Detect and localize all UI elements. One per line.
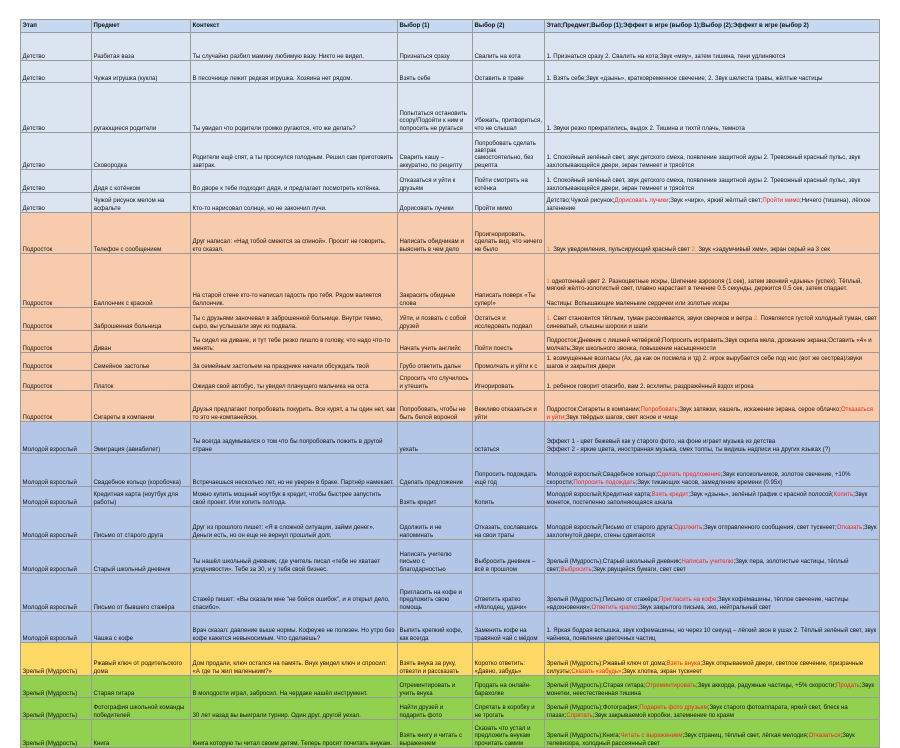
- context-cell[interactable]: Во дворе к тебе подходит дядя, и предлагает посмотреть котёнка.: [191, 170, 398, 193]
- effect-text: 1. Взять себе;Звук «дзынь», кратковременное свечение; 2. Звук шелеста травы, жёлтые частицы: [546, 74, 823, 82]
- context-cell[interactable]: 30 лет назад вы выиграли турнир. Один друг, другой уехал.: [191, 698, 398, 720]
- effect-text: ;Звук захлопнутой двери, стены сдвигаются: [546, 524, 877, 539]
- stage-cell[interactable]: Детство: [21, 170, 92, 193]
- choice-1-cell[interactable]: Закрасить обидные слова: [398, 254, 473, 308]
- choice-1-cell[interactable]: Признаться сразу: [398, 33, 473, 61]
- item-cell[interactable]: Старая гитара: [92, 676, 191, 698]
- effect-highlight-text: Сделать предложение: [657, 471, 721, 479]
- effect-highlight-text: Попросить подождать: [573, 478, 636, 486]
- effect-highlight-text: 2.: [753, 315, 759, 323]
- choice-1-cell[interactable]: Пригласить на кофе и предложить свою помощь: [398, 574, 473, 612]
- stage-cell[interactable]: Детство: [21, 133, 92, 170]
- effect-cell[interactable]: [545, 371, 880, 391]
- context-cell[interactable]: Дом продали, ключ остался на память. Внук увидел ключ и спросил: «А где ты жил маленьким?»: [191, 643, 398, 676]
- effect-text: ;Звук затяжки, кашель, искажение экрана, серое облачко;: [677, 406, 841, 414]
- header-context-cell[interactable]: Контекст: [191, 20, 398, 33]
- item-cell[interactable]: Книга: [92, 720, 191, 748]
- choice-1-cell[interactable]: Отреминтировать и учить внука: [398, 676, 473, 698]
- effect-text: ;Звук старого фотоаппарата, яркий свет, блеск на глазах;: [546, 704, 848, 719]
- effect-text: 1. Звуки резко прекратились, выдох 2. Тишина и тихтй плачь, темнота: [546, 124, 745, 132]
- effect-cell[interactable]: [545, 331, 880, 353]
- effect-text: ;Звук открываемой двери, светлое свечение, призрачные силуэты;: [546, 660, 864, 675]
- context-cell[interactable]: В молодости играл, забросил. На чердаке нашёл инструмент.: [191, 676, 398, 698]
- stage-cell[interactable]: Детство: [21, 83, 92, 133]
- stage-cell[interactable]: Зрелый (Мудрость): [21, 698, 92, 720]
- effect-text: Зрелый (Мудрость);Книга;: [546, 732, 621, 740]
- effect-text: ;Ничего (тишина), лёгкое затенение: [546, 197, 871, 212]
- effect-cell[interactable]: [545, 61, 880, 83]
- effect-text: Подросток;Дневник с лишней четвёркой;Попросить исправить;Звук скрипа мела, дрожание экрана;Оставить «4» и молчать;Звук школьного звонка, повышение насыщенности: [546, 337, 872, 352]
- choice-1-cell[interactable]: Взять внука за руку, отвезти и рассказать: [398, 643, 473, 676]
- table-row: [21, 331, 880, 353]
- effect-text: ;Звук «чирк», яркий жёлтый свет;: [668, 197, 763, 205]
- choice-1-cell[interactable]: Одолжить и не напоминать: [398, 507, 473, 540]
- choice-2-cell[interactable]: Написать поверх «Ты супер!»: [473, 254, 545, 308]
- effect-highlight-text: Копить: [833, 491, 854, 499]
- effect-text: Подросток;Сигареты в компании;: [546, 406, 641, 414]
- table-row: [21, 676, 880, 698]
- stage-cell[interactable]: Зрелый (Мудрость): [21, 676, 92, 698]
- effect-text: ;Звук твёрдых шагов, свет ясное и чище: [564, 413, 678, 421]
- context-cell[interactable]: Ты увидел что родители громко ругаются, что же делать?: [191, 83, 398, 133]
- effect-text: ;Звук аккорда, радужные частицы, +5% скорости;: [696, 682, 837, 690]
- choice-2-cell[interactable]: Отказать, сославшись на свои траты: [473, 507, 545, 540]
- stage-cell[interactable]: Зрелый (Мудрость): [21, 720, 92, 748]
- effect-cell[interactable]: [545, 391, 880, 422]
- stage-cell[interactable]: Подросток: [21, 371, 92, 391]
- effect-text: ;Звук тикающих часов, замедление времени (0.95x): [635, 478, 783, 486]
- effect-cell[interactable]: [545, 540, 880, 574]
- table-row: [21, 33, 880, 61]
- effect-highlight-text: Взять кредит: [651, 491, 689, 499]
- choice-2-cell[interactable]: Попробовать сделать завтрак самостоятельно, без рецепта: [473, 133, 545, 170]
- effect-highlight-text: Взять внука: [666, 660, 701, 668]
- header-row: [21, 20, 880, 33]
- stage-cell[interactable]: Детство: [21, 61, 92, 83]
- effect-text: Зрелый (Мудрость);Письмо от стажёра;: [546, 596, 659, 604]
- effect-highlight-text: Сказать «забудь»: [571, 667, 622, 675]
- choice-1-cell[interactable]: Написать обидчикам и выяснить в чем дело: [398, 213, 473, 254]
- context-cell[interactable]: Ты случайно разбил мамину любимую вазу. Никто не видел.: [191, 33, 398, 61]
- table-row: [21, 391, 880, 422]
- effect-cell[interactable]: [545, 193, 880, 213]
- choice-1-cell[interactable]: Написать учителю письмо с благодарностью: [398, 540, 473, 574]
- item-cell[interactable]: Платок: [92, 371, 191, 391]
- table-row: [21, 487, 880, 507]
- choice-1-cell[interactable]: Попытаться остановить ссору/Подойти к ним и попросить не ругаться: [398, 83, 473, 133]
- context-cell[interactable]: Можно купить мощный ноутбук в кредит, чтобы быстрее запустить свой проект. Или копить полгода.: [191, 487, 398, 507]
- stage-cell[interactable]: Молодой взрослый: [21, 540, 92, 574]
- effect-text: Детство;Чужой рисунок;: [546, 197, 615, 205]
- choice-1-cell[interactable]: Сварить кашу – аккуратно, по рецепту: [398, 133, 473, 170]
- effect-highlight-text: Дорисовать лучики: [614, 197, 669, 205]
- stage-cell[interactable]: Подросток: [21, 353, 92, 371]
- context-cell[interactable]: Книга которую ты читал своим детям. Теперь просят почитать внукам.: [191, 720, 398, 748]
- effect-cell[interactable]: [545, 353, 880, 371]
- effect-cell[interactable]: [545, 422, 880, 454]
- effect-text: Эффект 2 - яркие цвета, иностранная музыка, смех толпы, ты видишь надписи на других языках (?): [546, 445, 831, 453]
- effect-highlight-text: 2.: [691, 245, 697, 253]
- table-row: [21, 612, 880, 643]
- effect-highlight-text: Одолжить: [673, 524, 703, 532]
- stage-cell[interactable]: Детство: [21, 193, 92, 213]
- item-cell[interactable]: Сковородка: [92, 133, 191, 170]
- table-row: [21, 254, 880, 308]
- effect-text: Молодой взрослый;Кредитная карта;: [546, 491, 652, 499]
- choice-2-cell[interactable]: Выбросить дневник – всё в прошлом: [473, 540, 545, 574]
- effect-text: Свет становится тёплым, туман рассеивается, звуки сверчков и ветра: [551, 315, 754, 323]
- effect-text: ;Звук монетки, неестественная тишина: [546, 682, 875, 697]
- item-cell[interactable]: Дядя с котёнком: [92, 170, 191, 193]
- effect-text: Молодой взрослый;Письмо от старого друга;: [546, 524, 674, 532]
- effect-highlight-text: Ответить кратко: [591, 603, 638, 611]
- effect-text: 1. Признаться сразу 2. Свалить на кота;Звук «мяу», затем тишина, тени удлиняются: [546, 52, 786, 60]
- context-cell[interactable]: На старой стене кто-то написал гадость про тебя. Рядом валяется баллончик.: [191, 254, 398, 308]
- effect-text: 1. ребенок говорит спасибо, вам 2. всхлипы, раздражённый вздох игрока: [546, 382, 754, 390]
- effect-text: ;Звук кофемашины, тёплое свечение, частицы «вдохновения»;: [546, 596, 849, 611]
- choice-2-cell[interactable]: Пойти смотреть на котёнка: [473, 170, 545, 193]
- choice-2-cell[interactable]: Сказать что устал и предложить внукам прочитать самим: [473, 720, 545, 748]
- effect-cell[interactable]: [545, 83, 880, 133]
- choice-1-cell[interactable]: Взять книгу и читать с выражением: [398, 720, 473, 748]
- item-cell[interactable]: Кредитная карта (ноутбук для работы): [92, 487, 191, 507]
- item-cell[interactable]: Письмо от бывшего стажёра: [92, 574, 191, 612]
- effect-text: ;Звук закрытого письма, экo, нейтральный свет: [637, 603, 772, 611]
- item-cell[interactable]: Заброшенная больница: [92, 308, 191, 331]
- item-cell[interactable]: Старый школьный дневник: [92, 540, 191, 574]
- context-cell[interactable]: За семейным застольем на празднике начали обсуждать твой: [191, 353, 398, 371]
- effect-text: Эффект 1 - цвет бежевый как у старого фото, на фоне играет музыка из детства: [546, 438, 776, 446]
- choice-1-cell[interactable]: Взять себе: [398, 61, 473, 83]
- context-cell[interactable]: Друг из прошлого пишет: «Я в сложной ситуации, займи денег». Деньги есть, но он еще не вернул прошлый долг.: [191, 507, 398, 540]
- table-row: [21, 507, 880, 540]
- effect-text: ;Звук закрываемой коробки, затемнение по краям: [592, 711, 734, 719]
- choice-2-cell[interactable]: Оставить в траве: [473, 61, 545, 83]
- context-cell[interactable]: В песочнице лежит редкая игрушка. Хозяина нет рядом.: [191, 61, 398, 83]
- choice-2-cell[interactable]: Свалить на кота: [473, 33, 545, 61]
- choice-2-cell[interactable]: Вежливо отказаться и уйти: [473, 391, 545, 422]
- table-row: [21, 308, 880, 331]
- item-cell[interactable]: Чашка с кофе: [92, 612, 191, 643]
- effect-text: Молодой взрослый;Свадебное кольцо;: [546, 471, 658, 479]
- choice-1-cell[interactable]: Сделать предложение: [398, 454, 473, 487]
- stage-cell[interactable]: Молодой взрослый: [21, 612, 92, 643]
- effect-highlight-text: Продать: [836, 682, 860, 690]
- choice-1-cell[interactable]: уехать: [398, 422, 473, 454]
- effect-text: 1. Спокойный зелёный свет, звук детского смеха, появление защитной ауры 2. Тревожный красный пульс, звук захлопывающейся двери, экран темнеет и трясётся: [546, 177, 861, 192]
- choice-2-cell[interactable]: Спрятать в коробку и не трогать: [473, 698, 545, 720]
- choice-2-cell[interactable]: Коротко ответить: «Давно, забудь»: [473, 643, 545, 676]
- context-cell[interactable]: Стажёр пишет: «Вы сказали мне "не бойся ошибок", и я открыл дело, спасибо».: [191, 574, 398, 612]
- header-choice-2-cell[interactable]: Выбор (2): [473, 20, 545, 33]
- table-row: [21, 698, 880, 720]
- effect-text: Зрелый (Мудрость);Старый школьный дневник;: [546, 558, 682, 566]
- effect-text: Звук «задумчивый хмм», экран серый на 3 сек: [696, 245, 830, 253]
- item-cell[interactable]: Эмиграция (авиабилет): [92, 422, 191, 454]
- effect-cell[interactable]: [545, 612, 880, 643]
- effect-text: ;Звук хлопка, экран тускнеет: [621, 667, 703, 675]
- context-cell[interactable]: Кто-то нарисовал солнце, но не закончил лучи.: [191, 193, 398, 213]
- context-cell[interactable]: Друзья предлагают попробовать покурить. Все курят, а ты один нет, как то это не-компанейски.: [191, 391, 398, 422]
- stage-cell[interactable]: Подросток: [21, 308, 92, 331]
- effect-cell[interactable]: [545, 574, 880, 612]
- choice-1-cell[interactable]: Найти друзей и подарить фото: [398, 698, 473, 720]
- spreadsheet-body: [21, 20, 880, 748]
- effect-highlight-text: Отказаться: [808, 732, 841, 740]
- effect-cell[interactable]: [545, 643, 880, 676]
- stage-cell[interactable]: Детство: [21, 33, 92, 61]
- item-cell[interactable]: Сигареты в компании: [92, 391, 191, 422]
- choice-2-cell[interactable]: Игнорировать: [473, 371, 545, 391]
- effect-cell[interactable]: [545, 170, 880, 193]
- stage-cell[interactable]: Подросток: [21, 331, 92, 353]
- effect-text: Зрелый (Мудрость);Ржавый ключ от дома;: [546, 660, 667, 668]
- item-cell[interactable]: Ржавый ключ от родительского дома: [92, 643, 191, 676]
- effect-highlight-text: 1.: [546, 245, 552, 253]
- item-cell[interactable]: Фотография школьной команды победителей: [92, 698, 191, 720]
- effect-cell[interactable]: [545, 133, 880, 170]
- effect-text: ;Звук отправленного сообщения, свет тускнеет;: [702, 524, 837, 532]
- stage-cell[interactable]: Подросток: [21, 391, 92, 422]
- stage-cell[interactable]: Молодой взрослый: [21, 507, 92, 540]
- stage-cell[interactable]: Молодой взрослый: [21, 574, 92, 612]
- effect-text: ;Звук монеток, постепенно заполняющаяся шкала: [546, 491, 868, 506]
- effect-text: Звук уведомления, пульсирующий красный свет: [551, 245, 692, 253]
- item-cell[interactable]: Телефон с сообщением: [92, 213, 191, 254]
- effect-cell[interactable]: [545, 254, 880, 308]
- table-row: [21, 213, 880, 254]
- effect-text: ;Звук «дзынь», зелёный график с красной полосой;: [688, 491, 834, 499]
- choice-2-cell[interactable]: Продать на онлайн-барахолке: [473, 676, 545, 698]
- item-cell[interactable]: ругающиеся родители: [92, 83, 191, 133]
- header-stage-cell[interactable]: Этап: [21, 20, 92, 33]
- effect-text: однотонный цвет 2. Разноцветные искры, Шипение аэрозоля (1 сек), затем звонкий «дзынь» (успех). Тёплый, мягкий жёлто-золотистый свет, плавно нарастает в течение 0.5 секунды, держится 0.5 сек, затем спадает.: [546, 277, 862, 293]
- table-row: [21, 83, 880, 133]
- table-row: [21, 422, 880, 454]
- item-cell[interactable]: Письмо от старого друга: [92, 507, 191, 540]
- choice-2-cell[interactable]: Ответить кратко «Молодец, удачи»: [473, 574, 545, 612]
- header-choice-1-cell[interactable]: Выбор (1): [398, 20, 473, 33]
- effect-cell[interactable]: [545, 720, 880, 748]
- table-row: [21, 720, 880, 748]
- choice-2-cell[interactable]: Попросить подождать ещё год: [473, 454, 545, 487]
- choice-2-cell[interactable]: Остаться и исследовать подвал: [473, 308, 545, 331]
- effect-highlight-text: Попробовать: [640, 406, 678, 414]
- stage-cell[interactable]: Подросток: [21, 213, 92, 254]
- choice-1-cell[interactable]: Взять кредит: [398, 487, 473, 507]
- context-cell[interactable]: Ты нашёл школьный дневник, где учитель писал «тебе не хватает усидчивости». Тебе за 30, и у тебя свой бизнес.: [191, 540, 398, 574]
- item-cell[interactable]: Чужая игрушка (кукла): [92, 61, 191, 83]
- effect-highlight-text: Пройти мимо: [762, 197, 800, 205]
- choice-2-cell[interactable]: Пройти мимо: [473, 193, 545, 213]
- choice-2-cell[interactable]: Пойти поесть: [473, 331, 545, 353]
- choice-1-cell[interactable]: Выпить крепкий кофе, как всегда: [398, 612, 473, 643]
- table-row: [21, 574, 880, 612]
- choice-1-cell[interactable]: Начать учить английс: [398, 331, 473, 353]
- effect-highlight-text: 1.: [546, 277, 552, 285]
- table-row: [21, 193, 880, 213]
- choice-2-cell[interactable]: Копить: [473, 487, 545, 507]
- effect-cell[interactable]: [545, 213, 880, 254]
- effect-cell[interactable]: [545, 676, 880, 698]
- choice-2-cell[interactable]: Промолчать и уйти к с: [473, 353, 545, 371]
- item-cell[interactable]: Чужой рисунок мелом на асфальте: [92, 193, 191, 213]
- item-cell[interactable]: Разбитая ваза: [92, 33, 191, 61]
- effect-text: 1. Спокойный зелёный свет, звук детского смеха, появление защитной ауры 2. Тревожный красный пульс, звук захлопывающейся двери, экран темнеет и трясётся: [546, 154, 861, 169]
- effect-highlight-text: Написать учителю: [681, 558, 734, 566]
- effect-text: ;Звук рвущейся бумаги, свет свет: [591, 565, 686, 573]
- table-row: [21, 643, 880, 676]
- context-cell[interactable]: Ты с друзьями заночевал в заброшенной больнице. Внутри темно, сыро, вы услышали звук из подвала.: [191, 308, 398, 331]
- item-cell[interactable]: Семейное застолье: [92, 353, 191, 371]
- effect-text: Частицы: Вспышающие маленькие сердечки или золотые искры: [546, 299, 730, 307]
- choice-1-cell[interactable]: Грубо ответить дальн: [398, 353, 473, 371]
- effect-highlight-text: Отказаться и уйти: [546, 406, 873, 421]
- choice-1-cell[interactable]: Уйти, и позвать с собой друзей: [398, 308, 473, 331]
- item-cell[interactable]: Свадебное кольцо (коробочка): [92, 454, 191, 487]
- stage-cell[interactable]: Молодой взрослый: [21, 454, 92, 487]
- context-cell[interactable]: Врач сказал: давление выше нормы. Кофеуже не полезен. Но утро без кофе кажется невыносимым. Что сделаешь?: [191, 612, 398, 643]
- effect-cell[interactable]: [545, 454, 880, 487]
- header-effect-cell[interactable]: Этап;Предмет;Выбор (1);Эффект в игре (выбор 1);Выбор (2);Эффект в игре (выбор 2): [545, 20, 880, 33]
- effect-highlight-text: Отказать: [836, 524, 863, 532]
- effect-highlight-text: Спрятать: [566, 711, 593, 719]
- choice-1-cell[interactable]: Спросить что случилось и утешить: [398, 371, 473, 391]
- effect-text: ;Звук колокольчиков, золотое свечение, +10% скорости;: [546, 471, 851, 486]
- stage-cell[interactable]: Зрелый (Мудрость): [21, 643, 92, 676]
- effect-text: ;Звук страниц, тёплый свет, лёгкая мелодия;: [682, 732, 809, 740]
- effect-text: ;Звук телевизора, холодный рассеянный свет: [546, 732, 855, 747]
- effect-highlight-text: Отреминтировать: [645, 682, 697, 690]
- choice-1-cell[interactable]: Попробовать, чтобы не быть белой вороной: [398, 391, 473, 422]
- item-cell[interactable]: Баллончик с краской: [92, 254, 191, 308]
- context-cell[interactable]: Ты сидел на диване, и тут тебе резко пишло в голову, что надо что-то менять:: [191, 331, 398, 353]
- table-row: [21, 454, 880, 487]
- context-cell[interactable]: Ты всегда задумывался о том что бы попробовать пожить в другой стране: [191, 422, 398, 454]
- table-row: [21, 133, 880, 170]
- stage-cell[interactable]: Подросток: [21, 254, 92, 308]
- effect-highlight-text: Подарить фото друзьям: [639, 704, 708, 712]
- header-item-cell[interactable]: Предмет: [92, 20, 191, 33]
- choice-2-cell[interactable]: остаться: [473, 422, 545, 454]
- stage-cell[interactable]: Молодой взрослый: [21, 422, 92, 454]
- effect-cell[interactable]: [545, 487, 880, 507]
- spreadsheet-table: [20, 19, 880, 748]
- effect-text: 1. Яркая бодрая вспышка, звук кофемашины, но через 10 секунд – лёгкий звон в ушах 2. Тёплый зелёный свет, звук чайника, появление цветочных частиц: [546, 627, 877, 642]
- effect-highlight-text: 1.: [546, 315, 552, 323]
- choice-2-cell[interactable]: Проигнорировать, сделать вид, что ничего не было: [473, 213, 545, 254]
- choice-2-cell[interactable]: Заменить кофе на травяной чай с мёдом: [473, 612, 545, 643]
- item-cell[interactable]: Диван: [92, 331, 191, 353]
- choice-1-cell[interactable]: Дорисовать лучики: [398, 193, 473, 213]
- context-cell[interactable]: Встречаешься несколько лет, но не уверен в браке. Партнёр намекает.: [191, 454, 398, 487]
- choice-1-cell[interactable]: Отказаться и уйти к друзьям: [398, 170, 473, 193]
- context-cell[interactable]: Друг написал: «Над тобой смеются за спиной». Просит не говорить, кто сказал.: [191, 213, 398, 254]
- stage-cell[interactable]: Молодой взрослый: [21, 487, 92, 507]
- context-cell[interactable]: Ожидая свой автобус, ты увидел плачущего мальчика на оста: [191, 371, 398, 391]
- table-row: [21, 61, 880, 83]
- effect-text: Появляется густой холодный туман, свет синеватый, слышны шорохи и шаги: [546, 315, 877, 330]
- effect-cell[interactable]: [545, 507, 880, 540]
- context-cell[interactable]: Родители ещё спят, а ты проснулся голодным. Решил сам приготовить завтрак.: [191, 133, 398, 170]
- table-row: [21, 353, 880, 371]
- effect-text: Зрелый (Мудрость);Старая гитара;: [546, 682, 646, 690]
- effect-text: 1. возмущенные возгласы (Ах, да как он посмела и тд) 2. игрок вырубается себе под нос (вот же сестрва)/звуки шагов и закрытия двери: [546, 355, 863, 370]
- effect-text: Зрелый (Мудрость);Фотография;: [546, 704, 640, 712]
- effect-text: ;Звук пера, золотистые частицы, тёплый свет;: [546, 558, 849, 573]
- effect-highlight-text: Пригласить на кофе: [659, 596, 717, 604]
- table-row: [21, 540, 880, 574]
- effect-highlight-text: Выбросить: [560, 565, 592, 573]
- effect-cell[interactable]: [545, 33, 880, 61]
- table-row: [21, 170, 880, 193]
- effect-highlight-text: Читать с выражением: [620, 732, 683, 740]
- table-row: [21, 371, 880, 391]
- effect-cell[interactable]: [545, 698, 880, 720]
- effect-cell[interactable]: [545, 308, 880, 331]
- choice-2-cell[interactable]: Убежать, притвориться, что не слышал: [473, 83, 545, 133]
